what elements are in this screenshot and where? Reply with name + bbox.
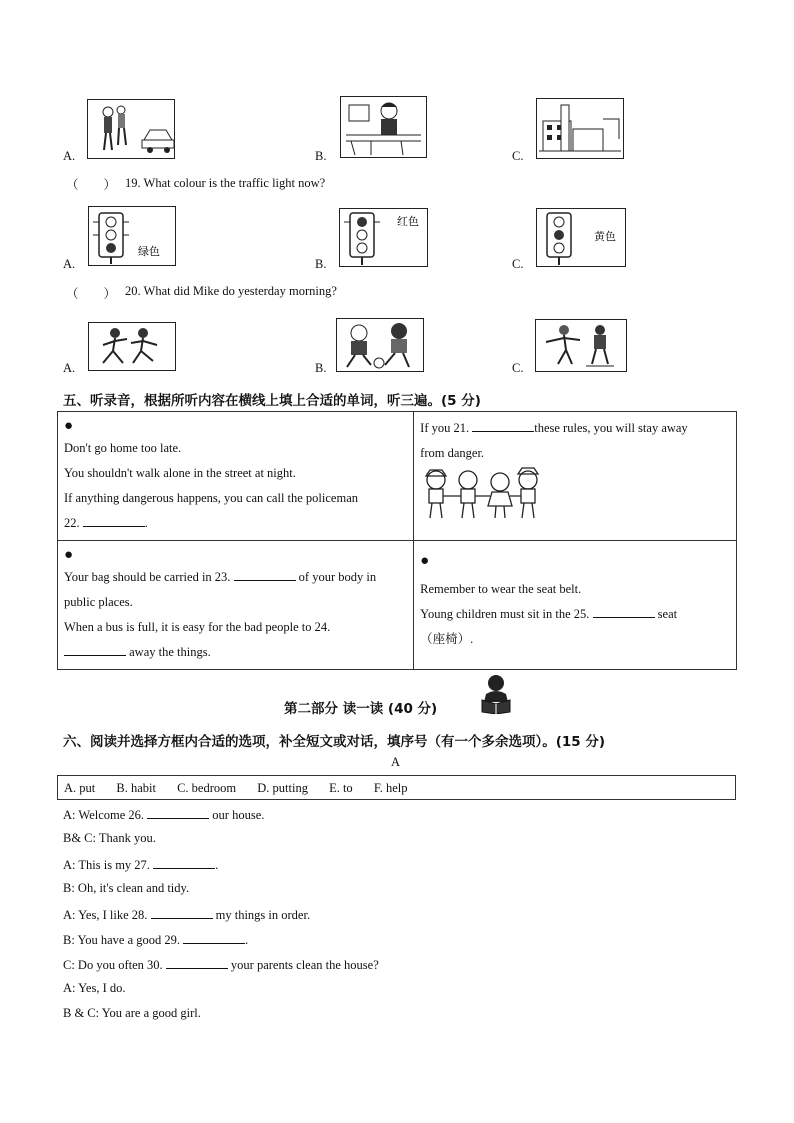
q20-image-a [88, 322, 176, 371]
blank-22-label: 22. [64, 516, 80, 530]
q19-answer-bracket[interactable]: （ ） [66, 178, 117, 192]
cell2-line1 [420, 416, 730, 441]
q19-option-b-label: B. [315, 257, 327, 271]
q20-option-a-label: A. [63, 361, 76, 375]
bullet-icon: ● [420, 553, 430, 569]
section5-cell-4 [414, 541, 737, 670]
dialogue-line-27 [63, 856, 218, 873]
q20-answer-bracket[interactable]: （ ） [66, 287, 117, 301]
blank-23-label: Your bag should be carried in 23. [64, 570, 231, 584]
reading-person-icon [480, 672, 512, 714]
section5-table [57, 411, 737, 670]
section5-cell-3 [58, 541, 414, 670]
q18-image-c [536, 98, 624, 159]
section5-heading: 五、听录音，根据所听内容在横线上填上合适的单词，听三遍。(5 分) [63, 393, 481, 409]
traffic-light-yellow-picture [537, 209, 625, 266]
q18-option-b-label: B. [315, 149, 327, 163]
blank-25-input[interactable] [593, 605, 655, 618]
dialogue-text: A: Yes, I like 28. [63, 908, 148, 922]
bullet-icon: ● [64, 547, 74, 563]
dialogue-line: A: Yes, I do. [63, 981, 126, 995]
option-f: F. help [373, 781, 408, 795]
bullet-icon: ● [64, 418, 74, 434]
cell3-line4-tail: away the things. [129, 645, 211, 659]
children-holding-hands-picture [420, 466, 544, 520]
cell3-line1 [64, 565, 407, 590]
option-a: A. put [64, 781, 96, 795]
dialogue-line-28 [63, 906, 310, 923]
q18-image-b [340, 96, 427, 158]
option-c: C. bedroom [177, 781, 237, 795]
cell3-line4 [64, 640, 407, 665]
dialogue-line-26 [63, 806, 264, 823]
children-skating-picture [536, 320, 626, 371]
dialogue-line: B& C: Thank you. [63, 831, 156, 845]
q19-image-b [339, 208, 428, 267]
q19-option-c-label: C. [512, 257, 524, 271]
option-b: B. habit [116, 781, 156, 795]
q20-image-b [336, 318, 424, 372]
dialogue-text: C: Do you often 30. [63, 958, 163, 972]
dialogue-tail: my things in order. [215, 908, 311, 922]
q18-option-a-label: A. [63, 149, 76, 163]
dialogue-tail: . [215, 858, 219, 872]
light-label-yellow: 黄色 [594, 230, 616, 243]
dialogue-line-30 [63, 956, 379, 973]
cell4-line1: Remember to wear the seat belt. [420, 582, 582, 596]
blank-21-input[interactable] [472, 419, 534, 432]
section5-cell-2 [414, 412, 737, 541]
blank-22-input[interactable] [83, 514, 145, 527]
boys-playing-football-picture [337, 319, 423, 371]
blank-27-input[interactable] [153, 856, 215, 869]
q19-option-a-label: A. [63, 257, 76, 271]
section5-cell-1 [58, 412, 414, 541]
q18-image-a [87, 99, 175, 159]
cell4-line3: （座椅）. [420, 632, 474, 646]
section6-sub-a: A [391, 755, 401, 769]
blank-29-input[interactable] [183, 931, 245, 944]
blank-25-label: Young children must sit in the 25. [420, 607, 590, 621]
blank-24-input[interactable] [64, 643, 126, 656]
traffic-light-red-picture [340, 209, 427, 266]
blank-21-label: If you 21. [420, 421, 470, 435]
dialogue-text: A: This is my 27. [63, 858, 150, 872]
cell1-line1: Don't go home too late. [64, 441, 182, 455]
light-label-green: 绿色 [138, 245, 160, 258]
cell4-line2-tail: seat [657, 607, 678, 621]
q18-option-c-label: C. [512, 149, 524, 163]
dialogue-tail: your parents clean the house? [230, 958, 379, 972]
dialogue-line: B & C: You are a good girl. [63, 1006, 201, 1020]
cell2-line2: from danger. [420, 446, 485, 460]
blank-26-input[interactable] [147, 806, 209, 819]
blank-28-input[interactable] [151, 906, 213, 919]
blank-30-input[interactable] [166, 956, 228, 969]
dialogue-tail: . [245, 933, 249, 947]
dialogue-line-29 [63, 931, 248, 948]
school-building-picture [537, 99, 623, 158]
q20-question-text: 20. What did Mike do yesterday morning? [125, 284, 337, 298]
cell2-line1-tail: these rules, you will stay away [534, 421, 688, 435]
light-label-red: 红色 [397, 215, 419, 228]
dialogue-text: B: You have a good 29. [63, 933, 181, 947]
q19-image-a [88, 206, 176, 266]
cell3-line2: public places. [64, 595, 133, 609]
dialogue-text: A: Welcome 26. [63, 808, 145, 822]
cell4-line2 [420, 602, 730, 627]
blank-23-input[interactable] [234, 568, 296, 581]
part2-title: 第二部分 读一读 (40 分) [284, 701, 438, 717]
option-e: E. to [329, 781, 353, 795]
traffic-light-green-picture [89, 207, 175, 265]
girl-at-crossing-picture [341, 97, 426, 157]
q20-option-c-label: C. [512, 361, 524, 375]
word-options-box [57, 775, 736, 800]
cell1-line2: You shouldn't walk alone in the street at night. [64, 466, 296, 480]
pedestrians-car-picture [88, 100, 174, 158]
q20-image-c [535, 319, 627, 372]
children-running-picture [89, 323, 175, 370]
cell1-line3: If anything dangerous happens, you can call the policeman [64, 491, 359, 505]
dialogue-line: B: Oh, it's clean and tidy. [63, 881, 190, 895]
section6-heading: 六、阅读并选择方框内合适的选项，补全短文或对话，填序号（有一个多余选项）。(15 分) [63, 734, 606, 750]
cell3-line3: When a bus is full, it is easy for the bad people to 24. [64, 620, 331, 634]
q19-image-c [536, 208, 626, 267]
q19-question-text: 19. What colour is the traffic light now? [125, 176, 326, 190]
dialogue-tail: our house. [212, 808, 265, 822]
cell3-line1-tail: of your body in [298, 570, 377, 584]
cell1-line4: 22. . [64, 516, 148, 530]
option-d: D. putting [257, 781, 308, 795]
q20-option-b-label: B. [315, 361, 327, 375]
